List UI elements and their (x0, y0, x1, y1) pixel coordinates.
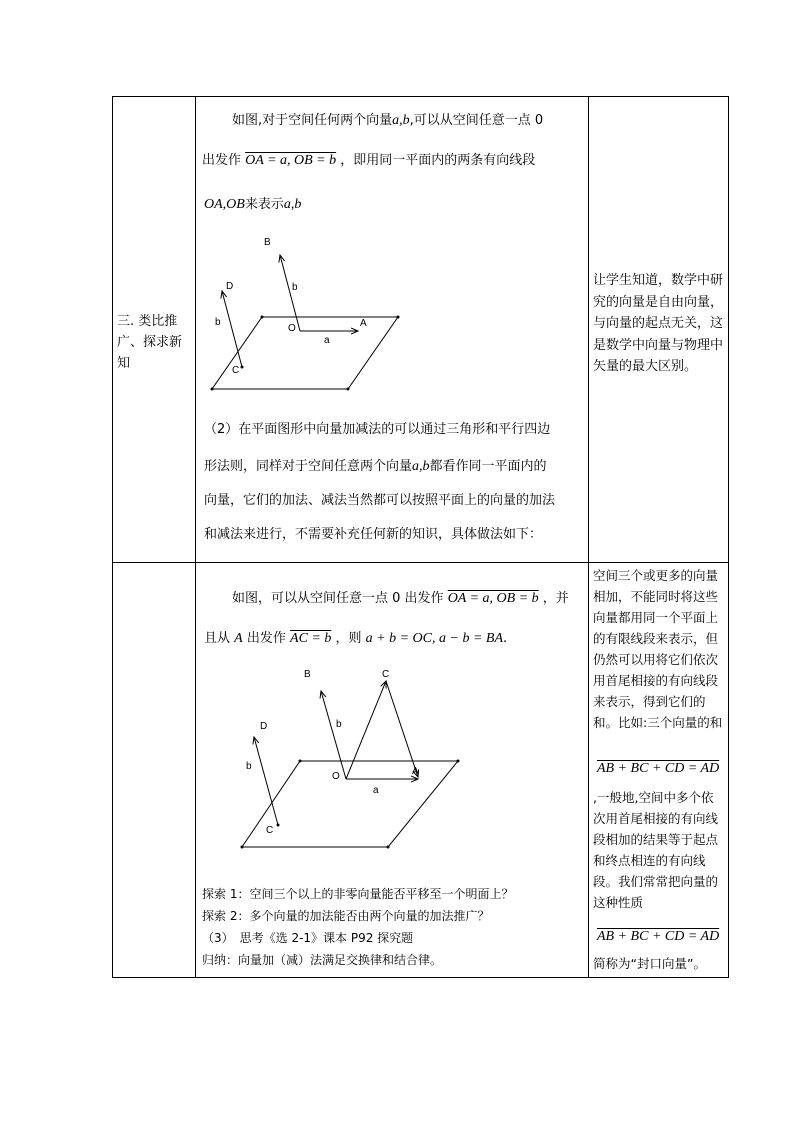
table-row (113, 563, 729, 978)
explore-line-2: 探索 2：多个向量的加法能否由两个向量的加法推广？ (202, 909, 490, 923)
paragraph-line: 如图,对于空间任何两个向量a,b,可以从空间任意一点 0 (232, 113, 544, 128)
label-b-vector: b (292, 282, 298, 293)
vector-ob (321, 691, 346, 779)
label-c-point: C (266, 825, 274, 836)
formula-sum-2: AB + BC + CD = AD (597, 929, 720, 944)
vector-figure-1 (196, 233, 588, 403)
label-a-point: A (360, 318, 367, 329)
section-cell (113, 97, 196, 563)
paragraph-line: 出发作 OA = a, OB = b ，即用同一平面内的两条有向线段 (202, 153, 536, 168)
formula-sum-1: AB + BC + CD = AD (597, 761, 720, 776)
label-d-point: D (260, 721, 268, 732)
label-b-point: B (264, 237, 271, 248)
think-line: （3） 思考《选 2-1》课本 P92 探究题 (202, 931, 414, 945)
label-c-top-point: C (382, 669, 390, 680)
note-cell (589, 97, 729, 563)
paragraph-line: 且从 A 出发作 AC = b ，则 a + b = OC, a − b = BA. (204, 631, 508, 646)
paragraph-line: OA,OB来表示a,b (204, 197, 302, 212)
summary-line: 归纳：向量加（减）法满足交换律和结合律。 (202, 953, 443, 967)
paragraph-line: 和减法来进行，不需要补充任何新的知识，具体做法如下： (204, 527, 543, 542)
paragraph-line: 向量，它们的加法、减法当然都可以按照平面上的向量的加法 (204, 493, 556, 508)
label-a-vector: a (373, 785, 379, 796)
paragraph-line: （2）在平面图形中向量加减法的可以通过三角形和平行四边 (204, 422, 551, 437)
plane-parallelogram (212, 317, 398, 389)
teaching-note: 空间三个或更多的向量相加，不能同时将这些向量都用同一个平面上的有限线段来表示，但仍然可以用将它们依次用首尾相接的有向线段来表示，得到它们的和。比如:三个向量的和 (593, 568, 723, 730)
table-row (113, 97, 729, 563)
teaching-note: 让学生知道，数学中研究的向量是自由向量，与向量的起点无关，这是数学中向量与物理中矢量的最大区别。 (593, 273, 724, 374)
label-d-point: D (226, 281, 234, 292)
section-label: 三. 类比推广、探求新知 (117, 314, 183, 371)
label-b-vector-2: b (215, 317, 221, 328)
vector-ob (280, 255, 300, 331)
explore-line-1: 探索 1：空间三个以上的非零向量能否平移至一个明面上？ (202, 887, 514, 901)
vector-cd (222, 291, 242, 367)
section-cell (113, 563, 196, 978)
note-cell (589, 563, 729, 978)
content-cell (196, 97, 589, 563)
label-o-point: O (288, 323, 296, 334)
label-b-point: B (304, 669, 311, 680)
lesson-table (112, 96, 729, 978)
label-a-vector: a (324, 335, 330, 346)
label-b-vector-2: b (246, 761, 252, 772)
paragraph-line: 形法则，同样对于空间任意两个向量a,b都看作同一平面内的 (204, 459, 547, 474)
vector-ac (386, 681, 418, 777)
label-b-vector: b (336, 719, 342, 730)
label-o-point: O (332, 771, 340, 782)
paragraph-line: 如图，可以从空间任意一点 0 出发作 OA = a, OB = b ，并 (232, 591, 569, 606)
content-cell (196, 563, 589, 978)
vector-oc (346, 681, 386, 779)
label-c-point: C (232, 365, 240, 376)
teaching-note-3: 简称为“封口向量”。 (593, 956, 706, 971)
plane-parallelogram (242, 761, 458, 847)
label-a-point: A (412, 766, 419, 777)
vector-figure-2 (196, 667, 588, 867)
teaching-note-2: ,一般地,空间中多个依次用首尾相接的有向线段相加的结果等于起点和终点相连的有向线段。我们常常把向量的这种性质 (593, 790, 719, 910)
